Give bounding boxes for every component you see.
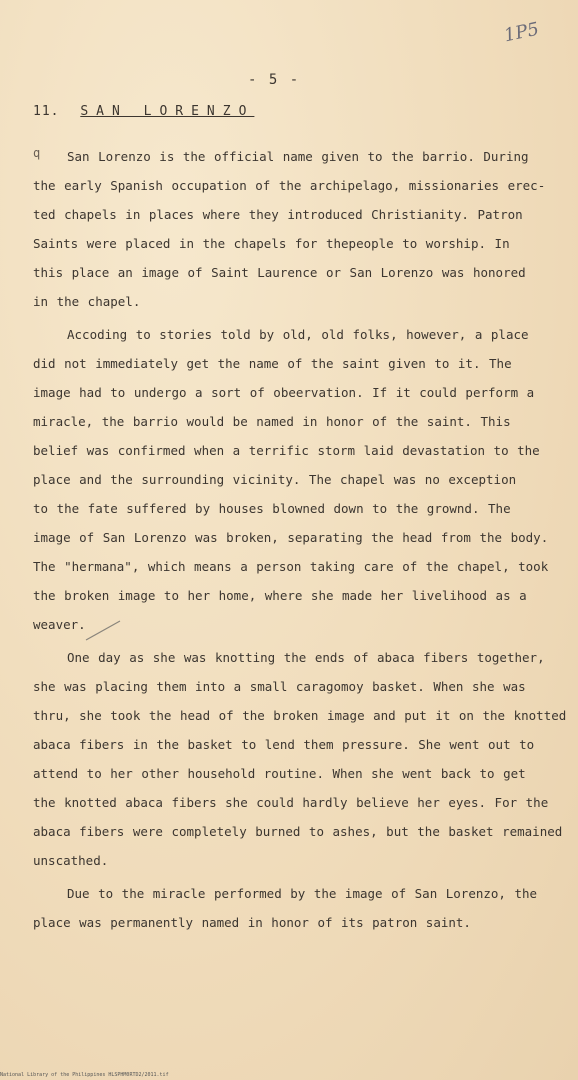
- text-line: Due to the miracle performed by the image of San Lorenzo, the: [67, 886, 538, 901]
- text-line: Accoding to stories told by old, old folks, however, a place: [67, 327, 529, 342]
- section-title: SAN LORENZO: [80, 104, 255, 119]
- text-line: belief was confirmed when a terrific storm laid devastation to the: [33, 443, 540, 458]
- paragraph-1: [33, 142, 546, 316]
- text-line: the broken image to her home, where she made her livelihood as a: [33, 588, 527, 603]
- page-number: - 5 -: [248, 72, 301, 88]
- archive-footer: National Library of the Philippines HLSPHM0RTD2/2011.tif: [0, 1072, 169, 1078]
- text-line: abaca fibers in the basket to lend them pressure. She went out to: [33, 737, 535, 752]
- text-line: unscathed.: [33, 853, 109, 868]
- text-line: did not immediately get the name of the saint given to it. The: [33, 356, 512, 371]
- section-number: 11.: [33, 104, 60, 119]
- paragraph-2: [33, 320, 549, 639]
- paragraph-3: [33, 643, 567, 875]
- text-line: The "hermana", which means a person taking care of the chapel, took: [33, 559, 549, 574]
- text-line: place was permanently named in honor of its patron saint.: [33, 915, 471, 930]
- text-line: to the fate suffered by houses blowned down to the grownd. The: [33, 501, 511, 516]
- text-line: thru, she took the head of the broken image and put it on the knotted: [33, 708, 567, 723]
- text-line: weaver.: [33, 617, 86, 632]
- text-line: ted chapels in places where they introduced Christianity. Patron: [33, 207, 523, 222]
- handwritten-page-mark: 1P5: [502, 18, 541, 47]
- text-line: attend to her other household routine. When she went back to get: [33, 766, 526, 781]
- body-text: [33, 142, 567, 941]
- text-line: Saints were placed in the chapels for thepeople to worship. In: [33, 236, 510, 251]
- text-line: San Lorenzo is the official name given to the barrio. During: [67, 149, 529, 164]
- text-line: she was placing them into a small caragomoy basket. When she was: [33, 679, 526, 694]
- text-line: the early Spanish occupation of the archipelago, missionaries erec-: [33, 178, 546, 193]
- text-line: in the chapel.: [33, 294, 141, 309]
- text-line: place and the surrounding vicinity. The chapel was no exception: [33, 472, 517, 487]
- section-heading: [33, 104, 254, 119]
- text-line: the knotted abaca fibers she could hardly believe her eyes. For the: [33, 795, 549, 810]
- stray-mark: q: [33, 146, 41, 160]
- text-line: image had to undergo a sort of obeervation. If it could perform a: [33, 385, 535, 400]
- text-line: image of San Lorenzo was broken, separating the head from the body.: [33, 530, 549, 545]
- text-line: abaca fibers were completely burned to ashes, but the basket remained: [33, 824, 563, 839]
- text-line: this place an image of Saint Laurence or San Lorenzo was honored: [33, 265, 526, 280]
- paragraph-4: [33, 879, 543, 937]
- text-line: One day as she was knotting the ends of abaca fibers together,: [67, 650, 545, 665]
- text-line: miracle, the barrio would be named in honor of the saint. This: [33, 414, 511, 429]
